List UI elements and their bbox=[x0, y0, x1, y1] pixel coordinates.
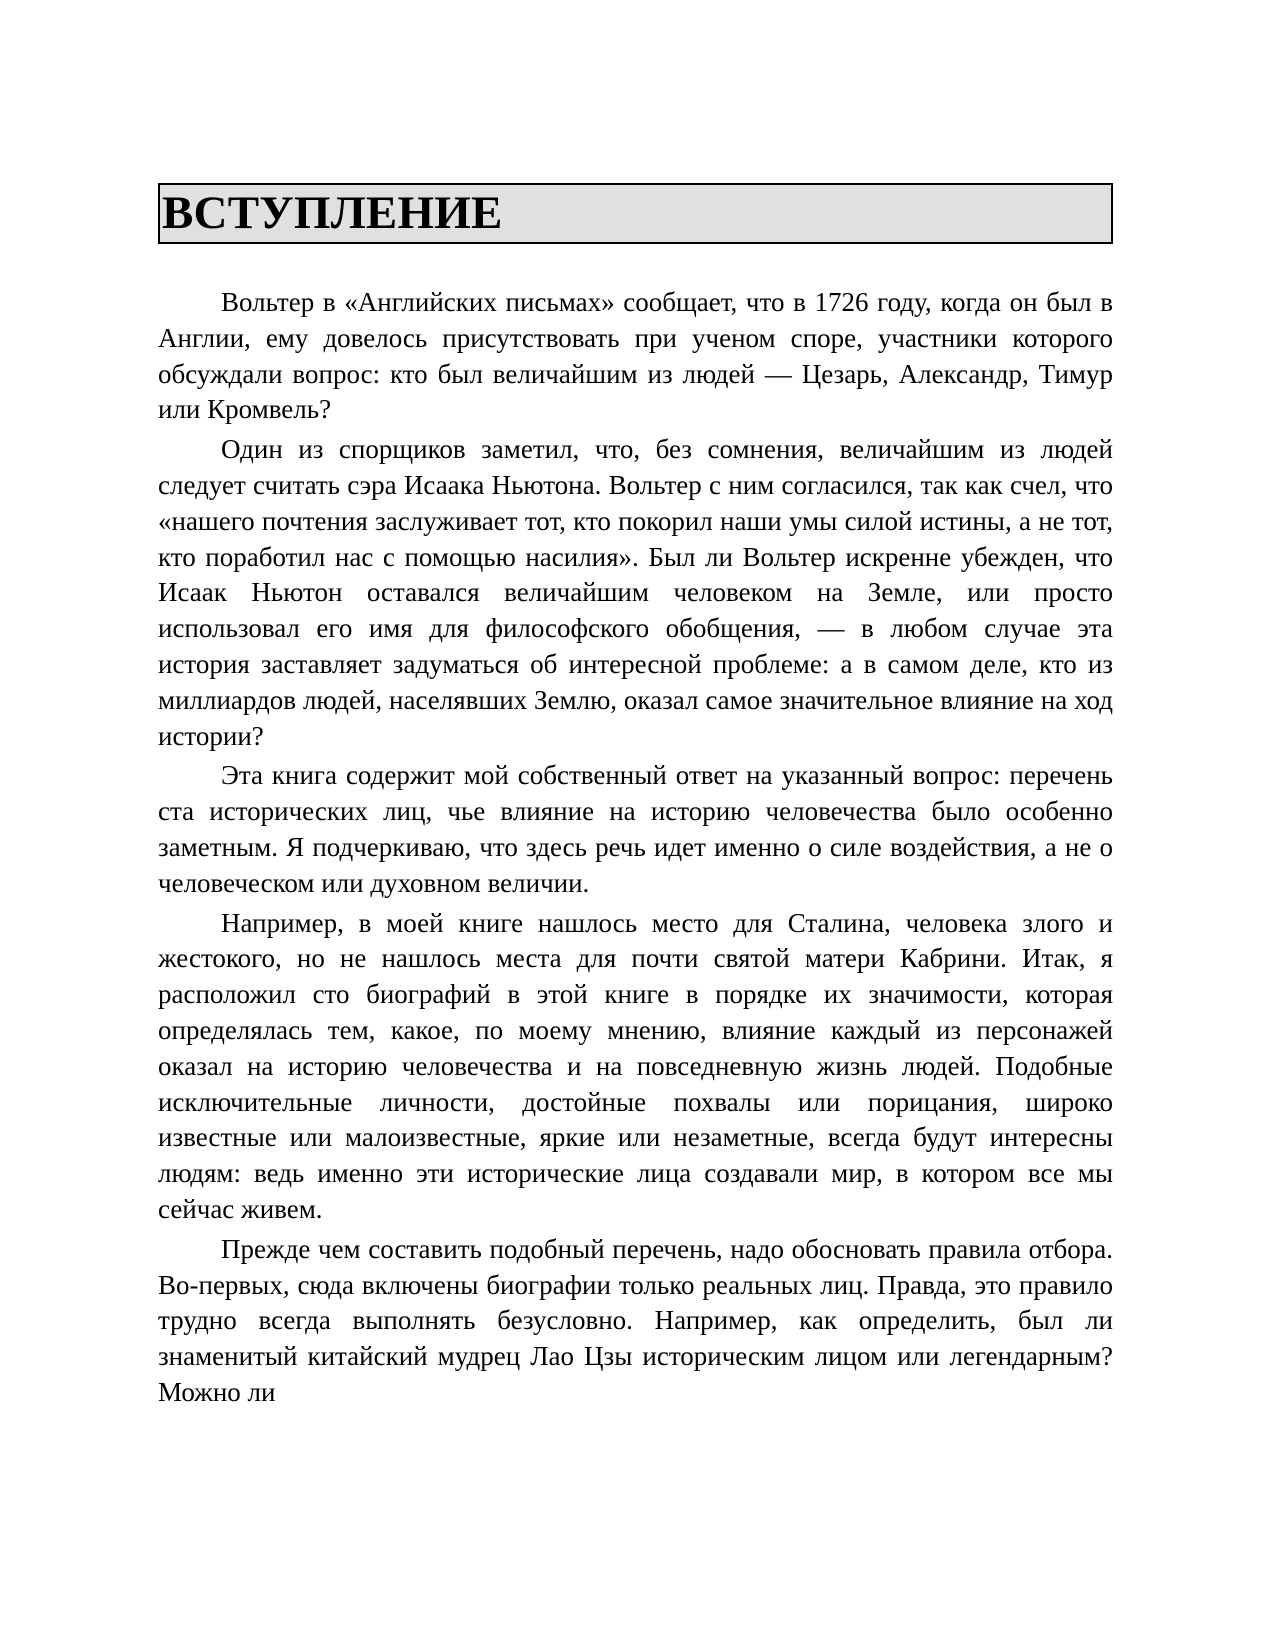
paragraph: Эта книга содержит мой собственный ответ на указанный вопрос: перечень ста исторических лиц, чье влияние на историю человечества было особенно заметным. Я подчеркиваю, что здесь речь идет именно о силе воздействия, а не о человеческом или духовном величии. bbox=[158, 760, 1113, 898]
text-body bbox=[158, 285, 1113, 1415]
paragraph: Например, в моей книге нашлось место для Сталина, человека злого и жестокого, но не нашлось места для почти святой матери Кабрини. Итак, я расположил сто биографий в этой книге в порядке их значимости, которая определялась тем, какое, по моему мнению, влияние каждый из персонажей оказал на историю человечества и на повседневную жизнь людей. Подобные исключительные личности, достойные похвалы или порицания, широко известные или малоизвестные, яркие или незаметные, всегда будут интересны людям: ведь именно эти исторические лица создавали мир, в котором все мы сейчас живем. bbox=[158, 907, 1113, 1224]
chapter-heading: ВСТУПЛЕНИЕ bbox=[158, 183, 1113, 244]
paragraph: Прежде чем составить подобный перечень, надо обосновать правила отбора. Во-первых, сюда включены биографии только реальных лиц. Правда, это правило трудно всегда выполнять безусловно. Например, как определить, был ли знаменитый китайский мудрец Лао Цзы историческим лицом или легендарным? Можно ли bbox=[158, 1233, 1113, 1407]
paragraph: Вольтер в «Английских письмах» сообщает, что в 1726 году, когда он был в Англии, ему довелось присутствовать при ученом споре, участники которого обсуждали вопрос: кто был величайшим из людей — Цезарь, Александр, Тимур или Кромвель? bbox=[158, 287, 1113, 425]
paragraph: Один из спорщиков заметил, что, без сомнения, величайшим из людей следует считать сэра Исаака Ньютона. Вольтер с ним согласился, так как счел, что «нашего почтения заслуживает тот, кто покорил наши умы силой истины, а не тот, кто поработил нас с помощью насилия». Был ли Вольтер искренне убежден, что Исаак Ньютон оставался величайшим человеком на Земле, или просто использовал его имя для философского обобщения, — в любом случае эта история заставляет задуматься об интересной проблеме: а в самом деле, кто из миллиардов людей, населявших Землю, оказал самое значительное влияние на ход истории? bbox=[158, 434, 1113, 751]
